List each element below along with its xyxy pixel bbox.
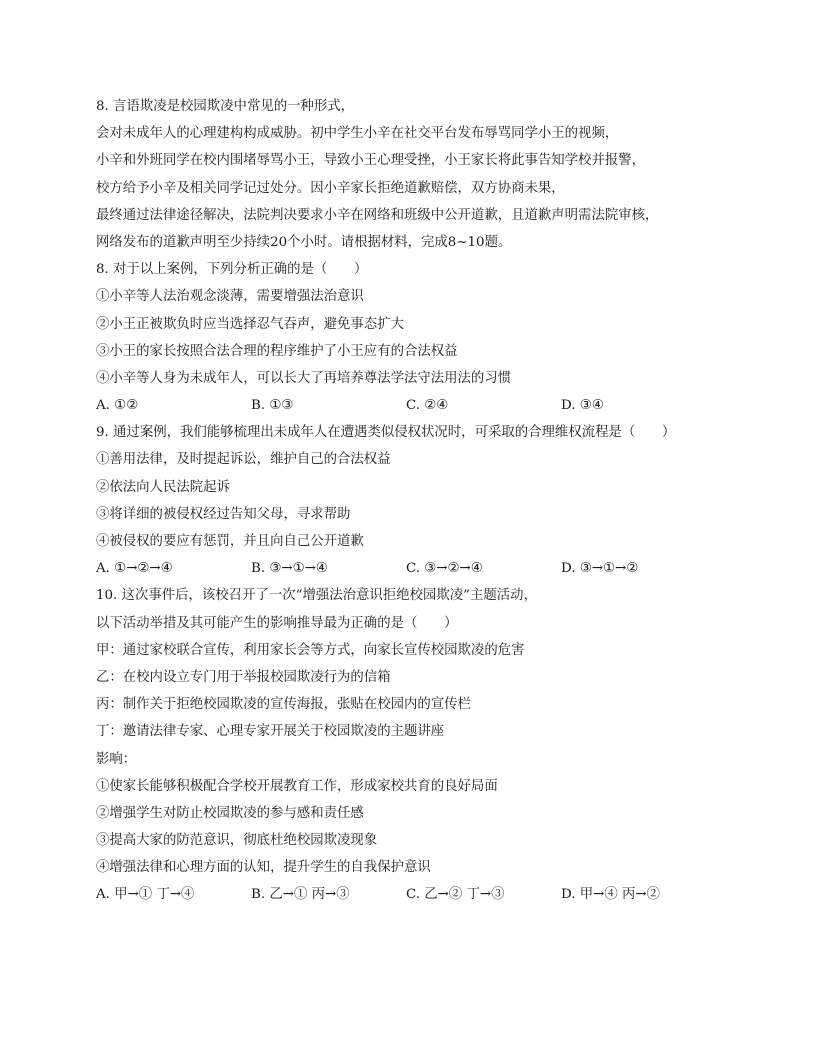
answer-options bbox=[96, 392, 736, 419]
statement-item: ①善用法律，及时提起诉讼，维护自己的合法权益 bbox=[96, 452, 391, 468]
question-9 bbox=[96, 419, 736, 582]
answer-options bbox=[96, 555, 736, 582]
statement-item: 丙：制作关于拒绝校园欺凌的宣传海报，张贴在校园内的宣传栏 bbox=[96, 697, 471, 713]
answer-option-d: D. ③→①→② bbox=[561, 561, 639, 577]
statement-item: ④被侵权的要应有惩罚，并且向自己公开道歉 bbox=[96, 534, 364, 549]
answer-option-b: B. ③→①→④ bbox=[251, 561, 328, 577]
passage-line: 校方给予小辛及相关同学记过处分。因小辛家长拒绝道歉赔偿，双方协商未果， bbox=[96, 180, 565, 196]
passage bbox=[96, 93, 736, 256]
passage-line: 8. 言语欺凌是校园欺凌中常见的一种形式， bbox=[96, 99, 355, 114]
answer-options bbox=[96, 881, 736, 908]
question-stem: 以下活动举措及其可能产生的影响推导最为正确的是（ ） bbox=[96, 615, 458, 631]
answer-option-c: C. 乙→② 丁→③ bbox=[406, 887, 505, 903]
statement-item: ②增强学生对防止校园欺凌的参与感和责任感 bbox=[96, 805, 364, 821]
question-stem: 9. 通过案例，我们能够梳理出未成年人在遭遇类似侵权状况时，可采取的合理维权流程是（ ） bbox=[96, 425, 676, 441]
impact-heading: 影响： bbox=[96, 751, 137, 767]
question-stem: 10. 这次事件后，该校召开了一次“增强法治意识拒绝校园欺凌”主题活动， bbox=[96, 588, 537, 604]
statement-item: ④小辛等人身为未成年人，可以长大了再培养尊法学法守法用法的习惯 bbox=[96, 370, 512, 386]
page-content bbox=[96, 93, 736, 909]
answer-option-a: A. ①→②→④ bbox=[96, 561, 173, 577]
answer-option-a: A. ①② bbox=[96, 398, 139, 414]
question-10 bbox=[96, 582, 736, 908]
answer-option-c: C. ③→②→④ bbox=[406, 561, 483, 577]
statement-item: ④增强法律和心理方面的认知，提升学生的自我保护意识 bbox=[96, 860, 431, 876]
statement-item: ②小王正被欺负时应当选择忍气吞声，避免事态扩大 bbox=[96, 316, 404, 332]
statement-item: ①使家长能够积极配合学校开展教育工作，形成家校共育的良好局面 bbox=[96, 778, 498, 794]
passage-line: 小辛和外班同学在校内围堵辱骂小王，导致小王心理受挫，小王家长将此事告知学校并报警， bbox=[96, 153, 646, 169]
statement-item: ③将详细的被侵权经过告知父母，寻求帮助 bbox=[96, 506, 351, 522]
statement-item: ②依法向人民法院起诉 bbox=[96, 479, 230, 495]
statement-item: ①小辛等人法治观念淡薄，需要增强法治意识 bbox=[96, 289, 364, 305]
statement-item: 乙：在校内设立专门用于举报校园欺凌行为的信箱 bbox=[96, 669, 391, 685]
statement-item: ③小王的家长按照合法合理的程序维护了小王应有的合法权益 bbox=[96, 343, 458, 359]
statement-item: 甲：通过家校联合宣传，利用家长会等方式，向家长宣传校园欺凌的危害 bbox=[96, 642, 525, 658]
answer-option-d: D. 甲→④ 丙→② bbox=[561, 887, 661, 903]
answer-option-b: B. 乙→① 丙→③ bbox=[251, 887, 350, 903]
passage-line: 网络发布的道歉声明至少持续20个小时。请根据材料，完成8~10题。 bbox=[96, 234, 512, 250]
answer-option-c: C. ②④ bbox=[406, 398, 449, 414]
answer-option-a: A. 甲→① 丁→④ bbox=[96, 887, 195, 903]
statement-item: ③提高大家的防范意识，彻底杜绝校园欺凌现象 bbox=[96, 833, 378, 849]
answer-option-d: D. ③④ bbox=[561, 398, 604, 414]
answer-option-b: B. ①③ bbox=[251, 398, 294, 414]
passage-line: 最终通过法律途径解决，法院判决要求小辛在网络和班级中公开道歉，且道歉声明需法院审核， bbox=[96, 207, 659, 223]
statement-item: 丁：邀请法律专家、心理专家开展关于校园欺凌的主题讲座 bbox=[96, 724, 445, 740]
question-8 bbox=[96, 256, 736, 419]
question-stem: 8. 对于以上案例，下列分析正确的是（ ） bbox=[96, 262, 368, 278]
passage-line: 会对未成年人的心理建构构成威胁。初中学生小辛在社交平台发布辱骂同学小王的视频， bbox=[96, 126, 619, 142]
